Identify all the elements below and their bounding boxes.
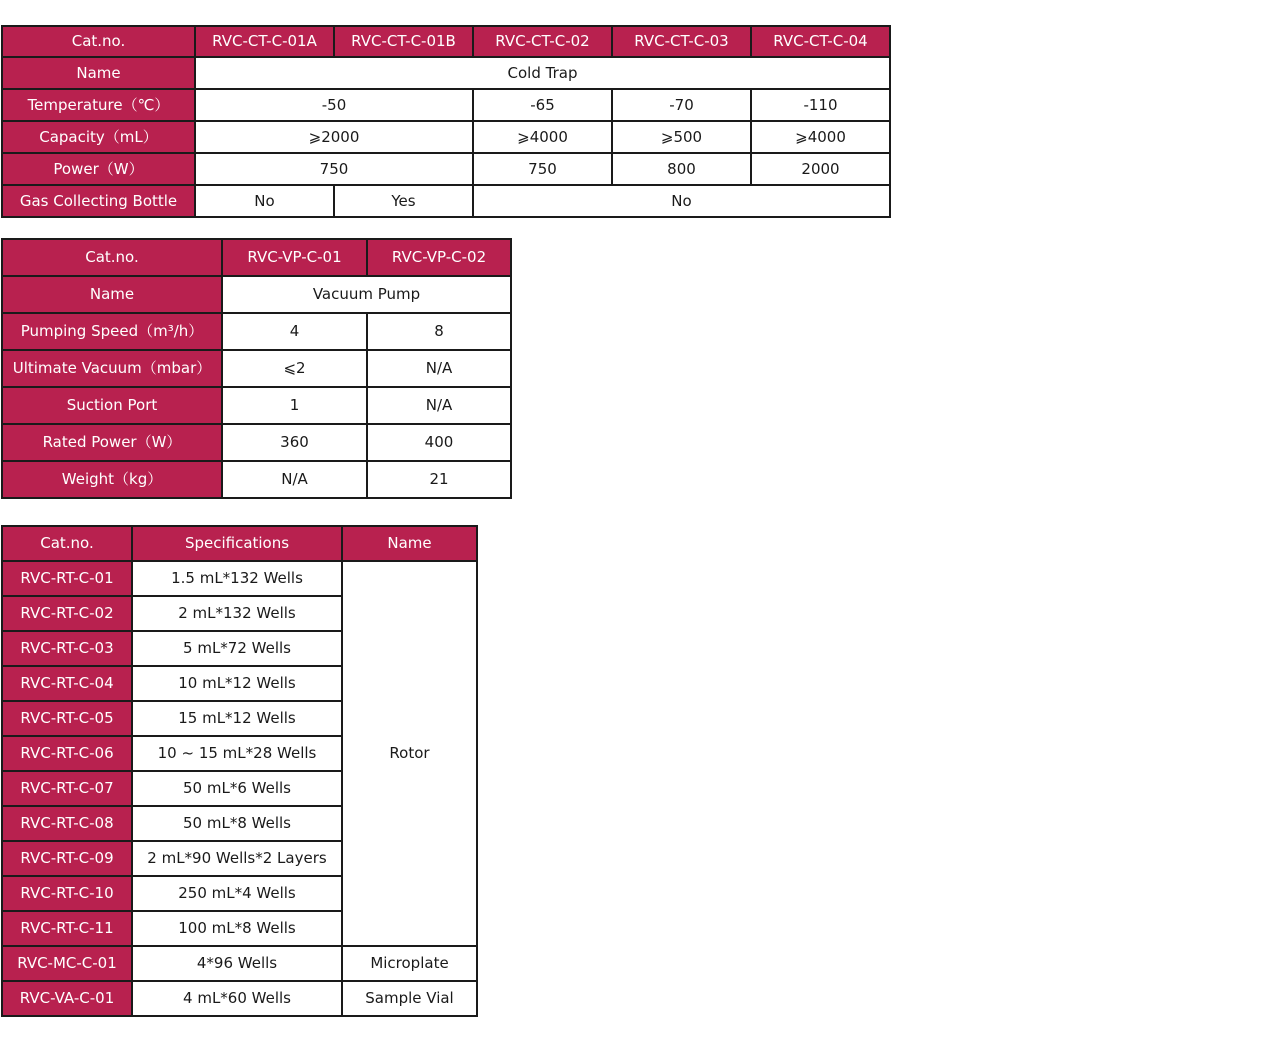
header-cell: RVC-CT-C-03 <box>612 26 751 57</box>
row-label: RVC-VA-C-01 <box>2 981 132 1016</box>
table-cell: 50 mL*6 Wells <box>132 771 342 806</box>
table-cell: 10 ~ 15 mL*28 Wells <box>132 736 342 771</box>
table-cell: ⩾2000 <box>195 121 473 153</box>
table-cell: -65 <box>473 89 612 121</box>
table-cell: Yes <box>334 185 473 217</box>
microplate-name-cell: Microplate <box>342 946 477 981</box>
row-label: Gas Collecting Bottle <box>2 185 195 217</box>
row-label: RVC-MC-C-01 <box>2 946 132 981</box>
table-cell: 1 <box>222 387 367 424</box>
row-label: RVC-RT-C-08 <box>2 806 132 841</box>
table-cell: 2 mL*132 Wells <box>132 596 342 631</box>
rotor-table <box>1 525 478 1017</box>
table-row <box>2 526 477 561</box>
header-cell: RVC-CT-C-01A <box>195 26 334 57</box>
table-cell: ⩾500 <box>612 121 751 153</box>
row-label: Capacity（mL） <box>2 121 195 153</box>
table-row <box>2 561 477 596</box>
row-label: Ultimate Vacuum（mbar） <box>2 350 222 387</box>
header-cell: Cat.no. <box>2 26 195 57</box>
row-label: Power（W） <box>2 153 195 185</box>
table-cell: ⩾4000 <box>751 121 890 153</box>
table-cell: 8 <box>367 313 511 350</box>
row-label: Suction Port <box>2 387 222 424</box>
header-cell: Specifications <box>132 526 342 561</box>
table-cell: ⩽2 <box>222 350 367 387</box>
table-cell: 250 mL*4 Wells <box>132 876 342 911</box>
table-row <box>2 461 511 498</box>
header-cell: RVC-VP-C-01 <box>222 239 367 276</box>
table-cell: 400 <box>367 424 511 461</box>
table-row <box>2 387 511 424</box>
row-label: RVC-RT-C-10 <box>2 876 132 911</box>
table-row <box>2 313 511 350</box>
table-cell: 4 <box>222 313 367 350</box>
row-label: Weight（kg） <box>2 461 222 498</box>
cold-trap-table <box>1 25 891 218</box>
table-cell: 100 mL*8 Wells <box>132 911 342 946</box>
table-cell: No <box>195 185 334 217</box>
table-row <box>2 981 477 1016</box>
table-cell: Cold Trap <box>195 57 890 89</box>
table-row <box>2 239 511 276</box>
table-cell: 2 mL*90 Wells*2 Layers <box>132 841 342 876</box>
row-label: RVC-RT-C-11 <box>2 911 132 946</box>
table-cell: 4 mL*60 Wells <box>132 981 342 1016</box>
table-cell: N/A <box>367 350 511 387</box>
table-cell: 15 mL*12 Wells <box>132 701 342 736</box>
header-cell: Cat.no. <box>2 526 132 561</box>
table-cell: N/A <box>367 387 511 424</box>
header-cell: RVC-VP-C-02 <box>367 239 511 276</box>
row-label: Pumping Speed（m³/h） <box>2 313 222 350</box>
table-cell: 750 <box>473 153 612 185</box>
table-cell: 21 <box>367 461 511 498</box>
table-cell: 1.5 mL*132 Wells <box>132 561 342 596</box>
row-label: RVC-RT-C-02 <box>2 596 132 631</box>
table-cell: 5 mL*72 Wells <box>132 631 342 666</box>
row-label: RVC-RT-C-07 <box>2 771 132 806</box>
table-cell: 4*96 Wells <box>132 946 342 981</box>
table-cell: ⩾4000 <box>473 121 612 153</box>
row-label: RVC-RT-C-06 <box>2 736 132 771</box>
row-label: Temperature（℃） <box>2 89 195 121</box>
table-cell: N/A <box>222 461 367 498</box>
row-label: Rated Power（W） <box>2 424 222 461</box>
table-cell: No <box>473 185 890 217</box>
table-cell: 360 <box>222 424 367 461</box>
table-row <box>2 153 890 185</box>
table-cell: 50 mL*8 Wells <box>132 806 342 841</box>
header-cell: RVC-CT-C-01B <box>334 26 473 57</box>
table-row <box>2 121 890 153</box>
row-label: RVC-RT-C-01 <box>2 561 132 596</box>
table-cell: 10 mL*12 Wells <box>132 666 342 701</box>
row-label: Name <box>2 276 222 313</box>
table-cell: Vacuum Pump <box>222 276 511 313</box>
rotor-name-cell: Rotor <box>342 561 477 946</box>
header-cell: RVC-CT-C-04 <box>751 26 890 57</box>
table-row <box>2 26 890 57</box>
row-label: Name <box>2 57 195 89</box>
header-cell: Name <box>342 526 477 561</box>
table-cell: -110 <box>751 89 890 121</box>
table-row <box>2 946 477 981</box>
row-label: RVC-RT-C-09 <box>2 841 132 876</box>
table-cell: 2000 <box>751 153 890 185</box>
row-label: RVC-RT-C-04 <box>2 666 132 701</box>
table-row <box>2 276 511 313</box>
row-label: RVC-RT-C-03 <box>2 631 132 666</box>
table-cell: -50 <box>195 89 473 121</box>
header-cell: RVC-CT-C-02 <box>473 26 612 57</box>
table-row <box>2 57 890 89</box>
sample-vial-name-cell: Sample Vial <box>342 981 477 1016</box>
table-cell: -70 <box>612 89 751 121</box>
table-row <box>2 185 890 217</box>
row-label: RVC-RT-C-05 <box>2 701 132 736</box>
vacuum-pump-table <box>1 238 512 499</box>
table-row <box>2 350 511 387</box>
header-cell: Cat.no. <box>2 239 222 276</box>
table-row <box>2 89 890 121</box>
table-cell: 800 <box>612 153 751 185</box>
table-row <box>2 424 511 461</box>
table-cell: 750 <box>195 153 473 185</box>
